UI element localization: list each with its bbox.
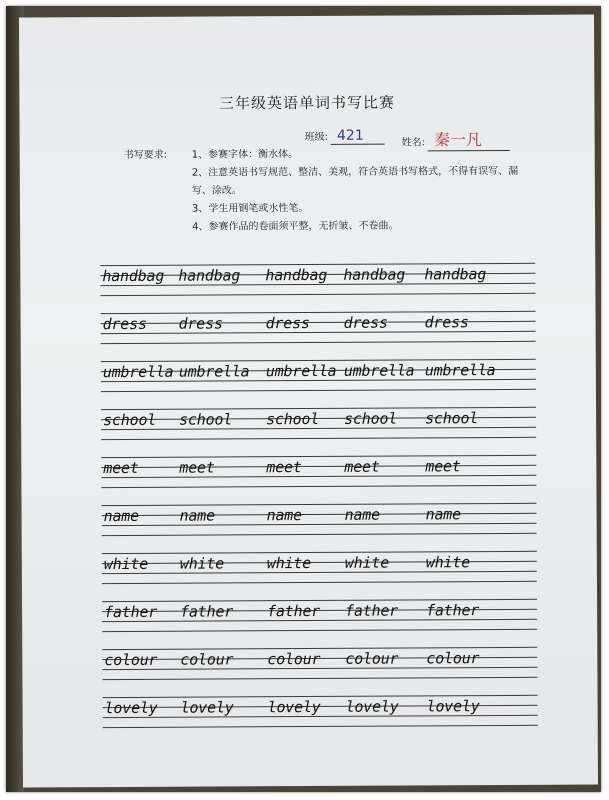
word-sample: dress [343,313,388,332]
word-sample: lovely [180,698,234,717]
photo-frame [6,6,601,792]
word-sample: name [425,505,461,524]
word-sample: colour [345,649,399,668]
writing-row [101,349,536,399]
word-sample: lovely [426,697,480,716]
class-field [305,128,385,145]
word-sample: umbrella [343,361,415,380]
word-sample: school [179,410,233,429]
name-value: 秦一凡 [428,127,510,151]
word-sample: umbrella [178,362,250,381]
writing-row [102,589,537,639]
class-value: 421 [331,128,385,145]
word-sample: name [179,506,215,525]
worksheet-paper [19,14,598,787]
word-sample: lovely [345,697,399,716]
word-sample: colour [426,649,480,668]
requirement-text: 1、参赛字体：衡水体。 [191,149,299,161]
word-sample: father [345,601,399,620]
word-sample: father [180,602,234,621]
word-sample: meet [179,458,215,477]
requirements [124,145,522,237]
word-sample: name [344,505,380,524]
word-sample: father [104,602,158,622]
requirement-item [124,145,522,165]
writing-row [101,397,536,447]
writing-row [101,445,536,495]
word-sample: father [426,601,480,620]
word-sample: white [179,554,225,573]
word-sample: name [266,506,302,525]
word-sample: umbrella [265,361,337,381]
name-label: 姓名: [401,137,426,149]
word-sample: white [103,554,149,574]
word-sample: dress [178,314,223,333]
word-sample: meet [266,458,302,477]
word-sample: handbag [178,266,241,285]
word-sample: father [267,601,321,621]
handwriting-grid [100,253,538,735]
writing-row [102,685,537,735]
word-sample: school [344,409,398,428]
word-sample: dress [424,313,469,332]
word-sample: colour [180,650,234,669]
word-sample: name [103,506,139,526]
writing-row [102,637,537,687]
word-sample: meet [344,457,380,476]
word-sample: school [266,409,320,429]
class-label: 班级: [304,131,329,144]
word-sample: meet [103,458,139,478]
word-sample: dress [265,313,310,333]
writing-row [101,493,536,543]
word-sample: meet [425,457,461,476]
word-sample: handbag [424,265,487,284]
writing-row [100,253,535,303]
writing-row [100,301,535,351]
word-sample: handbag [102,266,165,286]
word-sample: school [425,409,479,428]
word-sample: umbrella [424,361,496,380]
word-sample: handbag [343,265,406,284]
word-sample: dress [102,314,147,334]
word-sample: white [425,553,471,572]
word-sample: lovely [267,697,321,717]
requirement-text: 4、参赛作品的卷面须平整，无折皱、不卷曲。 [192,220,399,233]
word-sample: white [344,553,390,572]
requirement-item [124,163,522,201]
requirement-item [124,217,522,237]
requirement-text: 3、学生用钢笔或水性笔。 [191,202,309,215]
word-sample: lovely [104,698,158,718]
word-sample: school [103,410,157,430]
writing-row [102,541,537,591]
word-sample: white [266,553,312,573]
word-sample: handbag [265,265,328,285]
requirement-item [124,199,522,219]
word-sample: colour [104,650,158,670]
sheet-title: 三年级英语单词书写比赛 [218,93,395,113]
requirements-lead: 书写要求: [123,149,168,161]
word-sample: umbrella [102,362,174,382]
requirement-text: 2、注意英语书写规范、整洁、美观，符合英语书写格式，不得有误写、漏写、涂改。 [191,165,519,197]
word-sample: colour [267,649,321,669]
